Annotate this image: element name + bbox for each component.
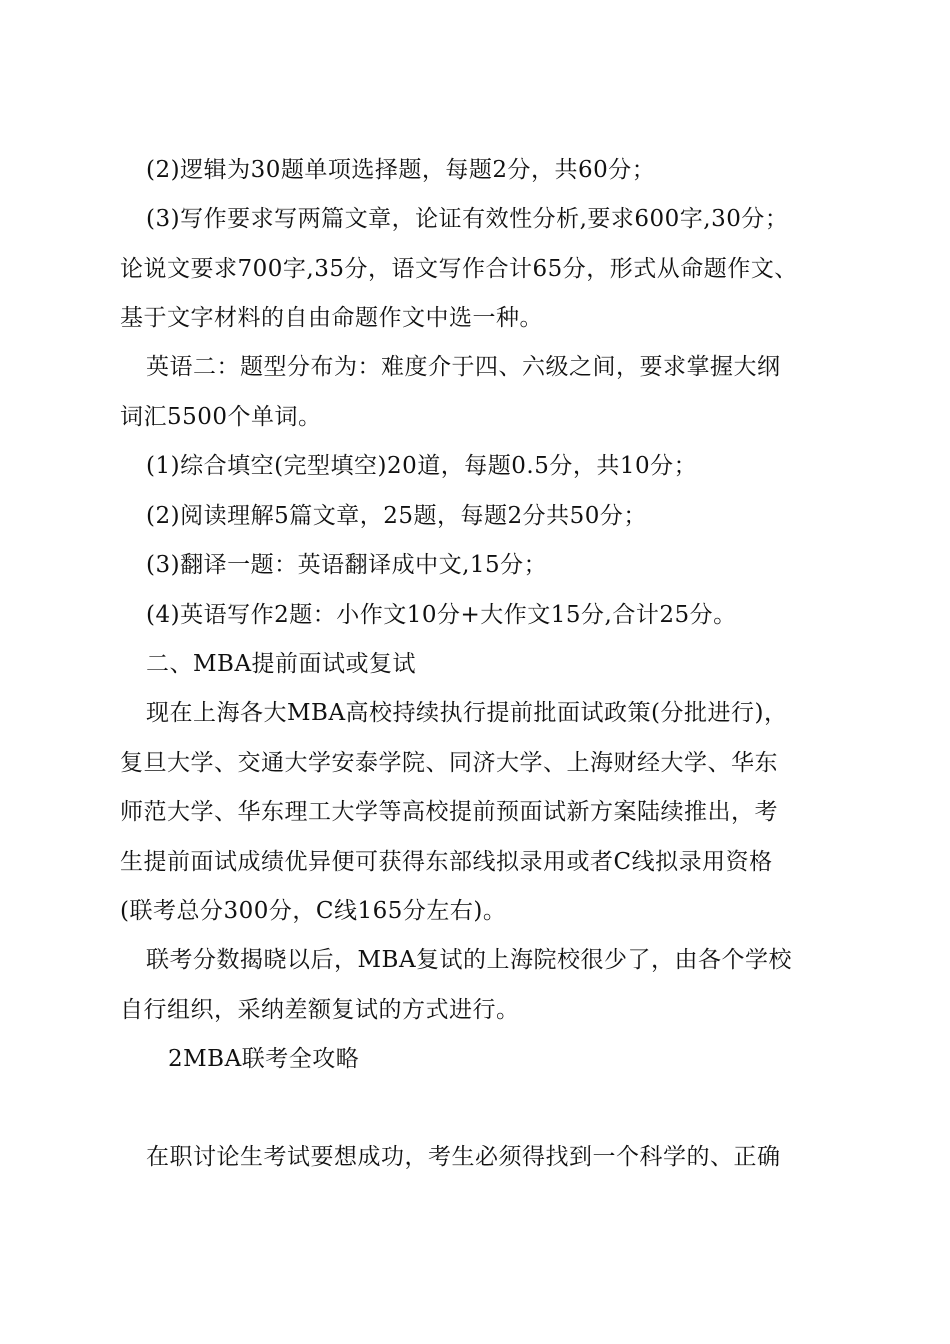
text-line: 论说文要求700字,35分，语文写作合计65分，形式从命题作文、 [120,256,798,282]
text-line: 英语二：题型分布为：难度介于四、六级之间，要求掌握大纲 [146,354,781,380]
section-heading: 二、MBA提前面试或复试 [146,651,417,677]
text-line: (2)阅读理解5篇文章，25题，每题2分共50分； [146,503,647,529]
text-line: 师范大学、华东理工大学等高校提前预面试新方案陆续推出，考 [120,799,778,825]
text-line: 自行组织，采纳差额复试的方式进行。 [120,997,520,1023]
text-line: 现在上海各大MBA高校持续执行提前批面试政策(分批进行)， [146,700,788,726]
text-line: (3)写作要求写两篇文章，论证有效性分析,要求600字,30分； [146,206,789,232]
text-line: 联考分数揭晓以后，MBA复试的上海院校很少了，由各个学校 [146,947,793,973]
text-line: (联考总分300分，C线165分左右)。 [120,898,507,924]
text-line: 在职讨论生考试要想成功，考生必须得找到一个科学的、正确 [146,1144,781,1170]
text-line: 基于文字材料的自由命题作文中选一种。 [120,305,543,331]
text-line: (1)综合填空(完型填空)20道，每题0.5分，共10分； [146,453,698,479]
text-line: 词汇5500个单词。 [120,404,322,430]
text-line: 生提前面试成绩优异便可获得东部线拟录用或者C线拟录用资格 [120,849,773,875]
text-line: (4)英语写作2题：小作文10分+大作文15分,合计25分。 [146,602,737,628]
text-line: (2)逻辑为30题单项选择题，每题2分，共60分； [146,157,656,183]
section-heading: 2MBA联考全攻略 [168,1046,360,1072]
text-line: 复旦大学、交通大学安泰学院、同济大学、上海财经大学、华东 [120,750,778,776]
text-line: (3)翻译一题：英语翻译成中文,15分； [146,552,548,578]
